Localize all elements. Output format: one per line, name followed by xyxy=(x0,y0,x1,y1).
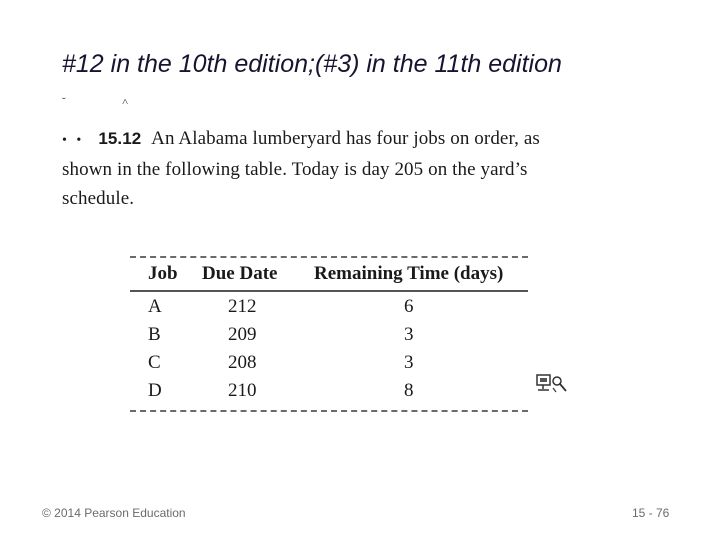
problem-text-line-3: schedule. xyxy=(62,188,135,209)
footer-copyright: © 2014 Pearson Education xyxy=(42,506,186,520)
cell-due-date: 209 xyxy=(228,324,257,345)
cell-job: A xyxy=(148,296,162,317)
scan-marks: ˘ ˄ xyxy=(62,96,129,108)
cell-due-date: 210 xyxy=(228,380,257,401)
problem-number: 15.12 xyxy=(98,129,142,148)
jobs-table xyxy=(130,250,528,415)
cell-remaining-time: 3 xyxy=(404,352,414,373)
cell-job: D xyxy=(148,380,162,401)
cell-job: B xyxy=(148,324,161,345)
cell-job: C xyxy=(148,352,161,373)
header-due-date: Due Date xyxy=(202,263,278,284)
slide-title: #12 in the 10th edition;(#3) in the 11th edition xyxy=(62,50,562,78)
computer-icon xyxy=(535,372,569,394)
header-remaining-time: Remaining Time (days) xyxy=(314,263,504,284)
cell-remaining-time: 8 xyxy=(404,380,414,401)
cell-remaining-time: 6 xyxy=(404,296,414,317)
cell-due-date: 212 xyxy=(228,296,257,317)
header-job: Job xyxy=(148,263,178,284)
cell-remaining-time: 3 xyxy=(404,324,414,345)
problem-text-line-1: An Alabama lumberyard has four jobs on order, as xyxy=(151,128,540,149)
table-header-rule xyxy=(130,290,528,292)
problem-difficulty-dots: • • xyxy=(62,133,85,148)
table-bottom-rule xyxy=(130,410,528,412)
problem-statement xyxy=(62,124,602,213)
table-top-rule xyxy=(130,256,528,258)
cell-due-date: 208 xyxy=(228,352,257,373)
footer-page-number: 15 - 76 xyxy=(632,506,670,520)
problem-text-line-2: shown in the following table. Today is day 205 on the yard’s xyxy=(62,159,528,180)
